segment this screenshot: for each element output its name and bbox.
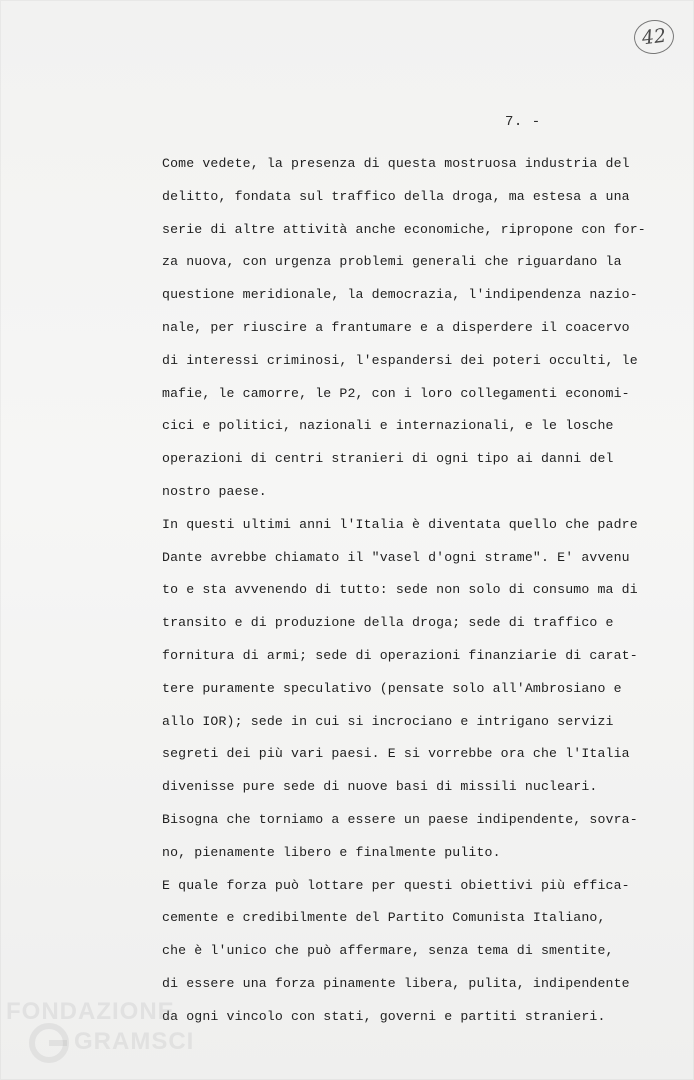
body-text <box>162 148 662 1034</box>
text-line: operazioni di centri stranieri di ogni tipo ai danni del <box>162 451 614 467</box>
text-line: allo IOR); sede in cui si incrociano e intrigano servizi <box>162 713 614 729</box>
text-line: za nuova, con urgenza problemi generali che riguardano la <box>162 254 622 270</box>
text-line: nale, per riuscire a frantumare e a disperdere il coacervo <box>162 319 630 335</box>
text-line: Come vedete, la presenza di questa mostruosa industria del <box>162 156 630 171</box>
text-line: serie di altre attività anche economiche, ripropone con for- <box>162 221 646 237</box>
watermark-text-primary: FONDAZIONE <box>6 998 175 1025</box>
text-line: divenisse pure sede di nuove basi di missili nucleari. <box>162 779 598 795</box>
text-line: cici e politici, nazionali e internazionali, e le losche <box>162 418 614 434</box>
text-line: fornitura di armi; sede di operazioni finanziarie di carat- <box>162 647 638 663</box>
text-line: to e sta avvenendo di tutto: sede non solo di consumo ma di <box>162 582 638 598</box>
handwritten-page-number: 42 <box>632 18 676 57</box>
text-line: tere puramente speculativo (pensate solo all'Ambrosiano e <box>162 680 622 696</box>
text-line: che è l'unico che può affermare, senza tema di smentite, <box>162 943 614 959</box>
watermark-logo-icon <box>28 1022 70 1064</box>
text-line: E quale forza può lottare per questi obiettivi più effica- <box>162 877 630 893</box>
text-line: no, pienamente libero e finalmente pulito. <box>162 844 501 860</box>
page-reference: 7. - <box>505 114 541 130</box>
text-line: di interessi criminosi, l'espandersi dei poteri occulti, le <box>162 352 638 368</box>
text-line: mafie, le camorre, le P2, con i loro collegamenti economi- <box>162 385 630 401</box>
text-line: cemente e credibilmente del Partito Comunista Italiano, <box>162 910 606 926</box>
text-line: nostro paese. <box>162 483 267 499</box>
text-line: In questi ultimi anni l'Italia è diventata quello che padre <box>162 516 638 532</box>
text-line: di essere una forza pinamente libera, pulita, indipendente <box>162 975 630 991</box>
watermark-text-secondary: GRAMSCI <box>74 1028 195 1055</box>
archive-watermark <box>0 998 195 1068</box>
text-line: Dante avrebbe chiamato il "vasel d'ogni strame". E' avvenu <box>162 549 630 565</box>
text-line: delitto, fondata sul traffico della droga, ma estesa a una <box>162 188 630 204</box>
text-line: questione meridionale, la democrazia, l'indipendenza nazio- <box>162 287 638 303</box>
text-line: da ogni vincolo con stati, governi e partiti stranieri. <box>162 1008 606 1024</box>
text-line: transito e di produzione della droga; sede di traffico e <box>162 615 614 631</box>
text-line: segreti dei più vari paesi. E si vorrebbe ora che l'Italia <box>162 746 630 762</box>
text-line: Bisogna che torniamo a essere un paese indipendente, sovra- <box>162 811 638 827</box>
